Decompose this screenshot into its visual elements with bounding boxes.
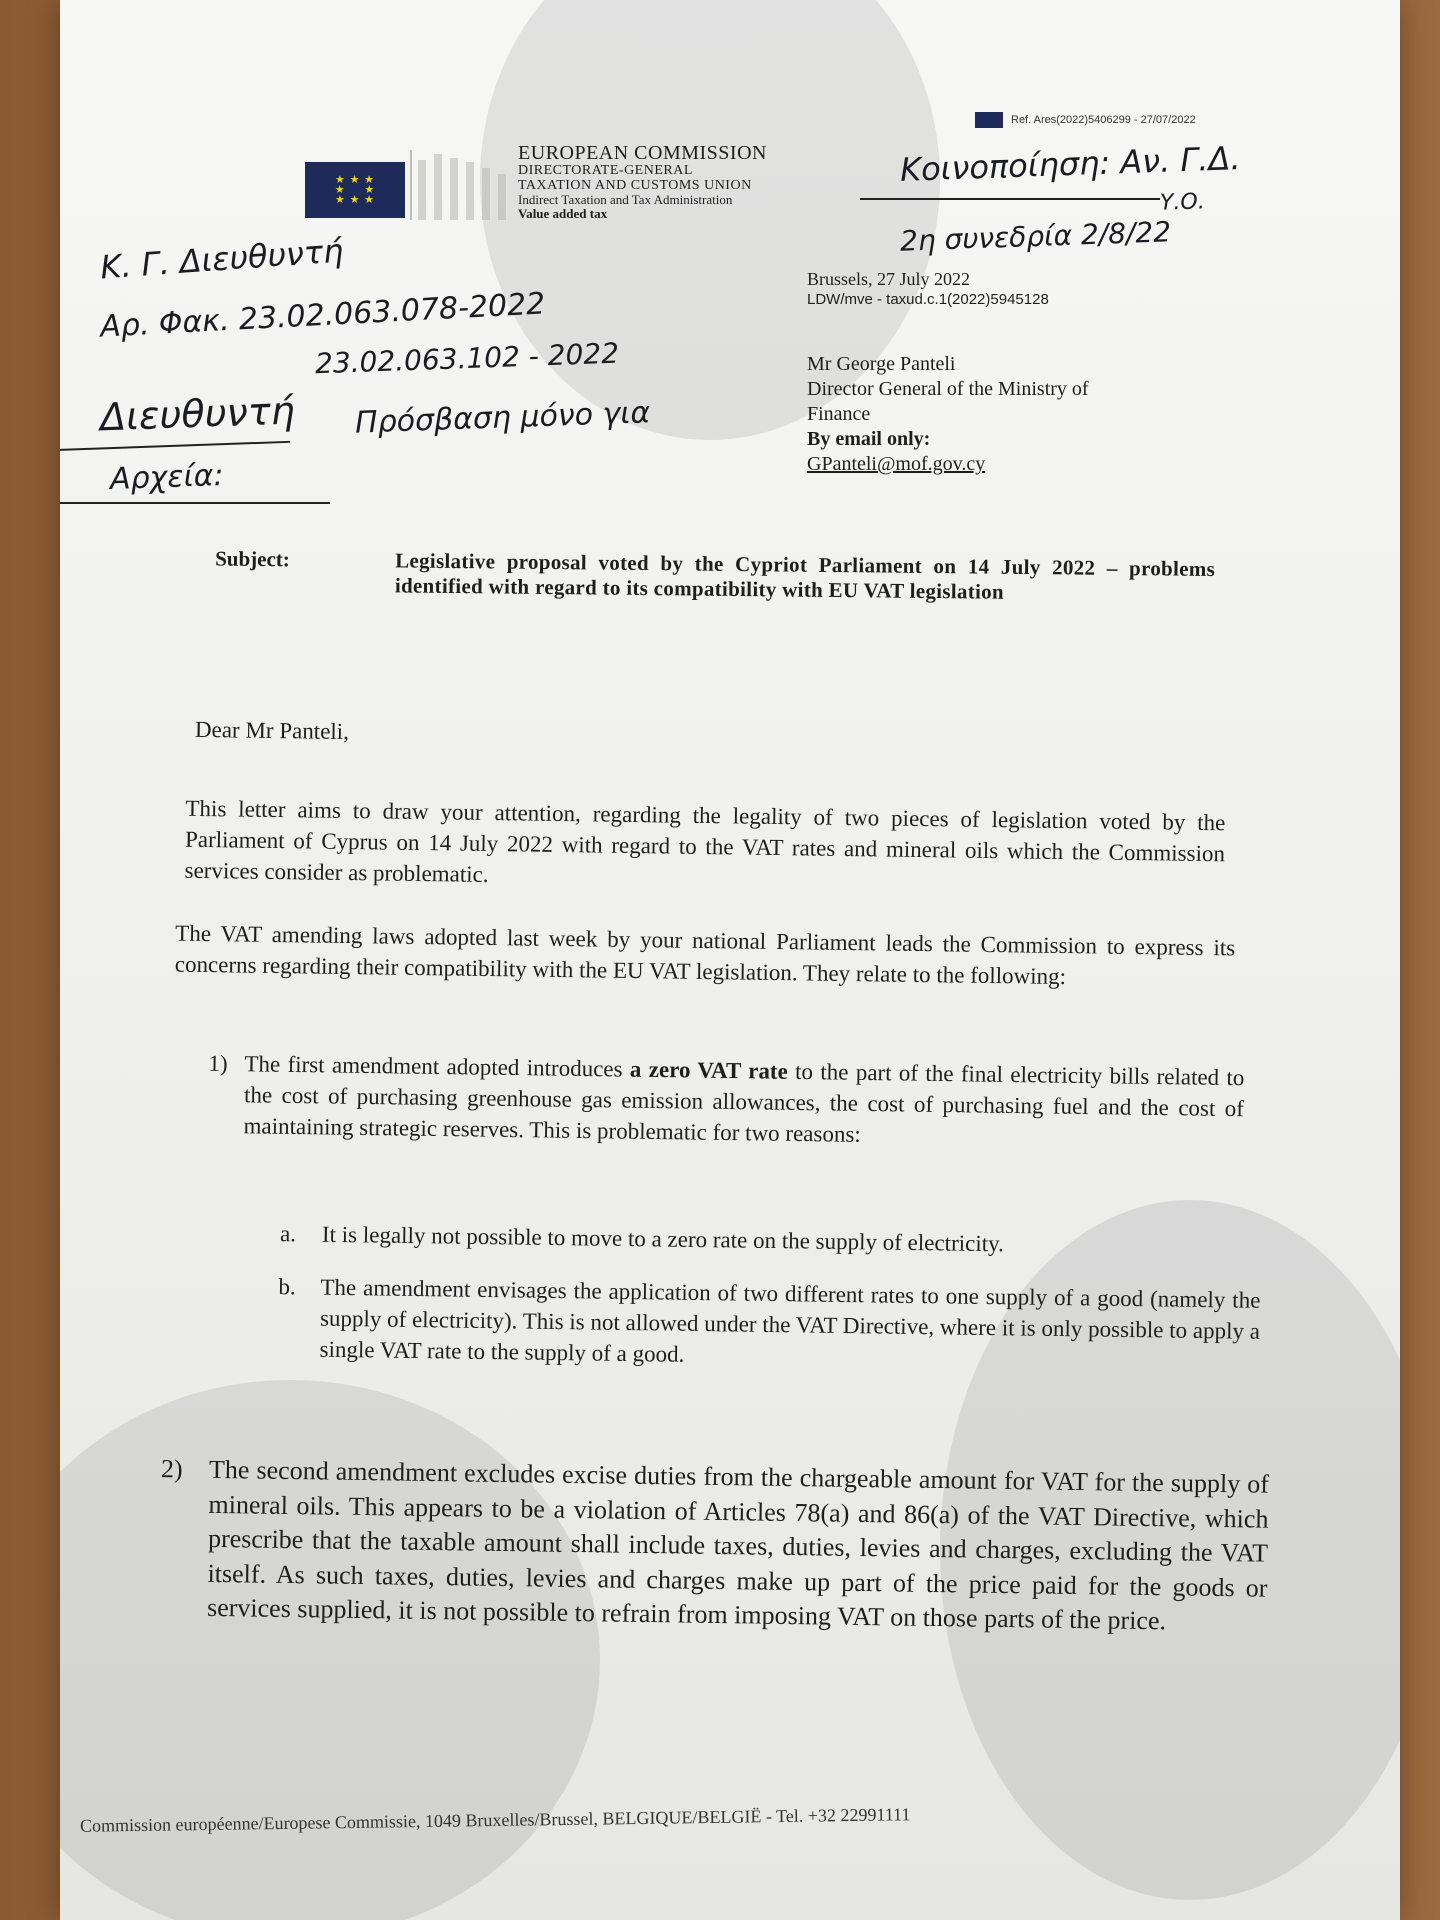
sub-list-item	[277, 1271, 1268, 1378]
letter-reference: LDW/mve - taxud.c.1(2022)5945128	[807, 290, 1049, 308]
recipient-email-link[interactable]: GPanteli@mof.gov.cy	[807, 453, 986, 475]
handwritten-note: 23.02.063.102 - 2022	[314, 336, 620, 381]
handwritten-note: Κοινοποίηση: Αν. Γ.Δ.	[899, 139, 1242, 189]
berlaymont-logo	[410, 150, 522, 220]
letterhead	[518, 143, 767, 221]
recipient-name: Mr George Panteli	[807, 353, 956, 375]
salutation: Dear Mr Panteli,	[194, 716, 350, 745]
ares-reference	[975, 112, 1196, 128]
handwritten-note: Κ. Γ. Διευθυντή	[98, 231, 345, 287]
list-item-text: The second amendment excludes excise duties from the chargeable amount for VAT for the supply of mineral oils. This appears to be a violation of Articles 78(a) and 86(a) of the VAT Directive, which prescribe that the taxable amount shall include taxes, duties, levies and charges, excluding the VAT itself. As such taxes, duties, levies and charges make up part of the price paid for the goods or services supplied, it is not possible to refrain from imposing VAT on those parts of the price.	[206, 1454, 1270, 1636]
paragraph-concerns: The VAT amending laws adopted last week by your national Parliament leads the Commission to express its concerns regarding their compatibility with the EU VAT legislation. They relate to the following:	[174, 920, 1236, 990]
directorate-name: Indirect Taxation and Tax Administration	[518, 192, 733, 208]
list-number: 2)	[160, 1454, 183, 1484]
sub-list-item	[280, 1218, 1260, 1263]
letter-page	[60, 0, 1400, 1920]
recipient-title: Director General of the Ministry of	[807, 378, 1089, 400]
dg-name: TAXATION AND CUSTOMS UNION	[518, 177, 752, 193]
handwritten-note: Διευθυντή	[99, 388, 296, 440]
list-item	[159, 1452, 1281, 1641]
list-number: 1)	[208, 1050, 228, 1077]
handwritten-note: Πρόσβαση μόνο για	[354, 395, 651, 441]
org-name: EUROPEAN COMMISSION	[518, 142, 767, 164]
handwritten-underline	[60, 441, 290, 451]
handwritten-underline	[860, 198, 1160, 200]
eu-flag-logo: ★ ★ ★ ★ ★ ★ ★ ★	[305, 162, 405, 218]
ares-reference-text: Ref. Ares(2022)5406299 - 27/07/2022	[1011, 114, 1196, 126]
handwritten-note: Υ.Ο.	[1159, 189, 1206, 216]
recipient-block	[807, 352, 1089, 477]
unit-name: Value added tax	[518, 206, 608, 222]
dg-line: DIRECTORATE-GENERAL	[518, 163, 693, 178]
recipient-title: Finance	[807, 403, 871, 425]
list-item-text: The first amendment adopted introduces a zero VAT rate to the part of the final electricity bills related to the cost of purchasing greenhouse gas emission allowances, the cost of purchasing fuel and the cost of maintaining strategic reserves. This is problematic for two reasons:	[243, 1051, 1245, 1147]
list-item	[207, 1048, 1248, 1156]
handwritten-underline	[60, 502, 330, 504]
sub-list-text: It is legally not possible to move to a zero rate on the supply of electricity.	[321, 1221, 1005, 1257]
subject-label: Subject:	[215, 546, 290, 572]
eu-flag-icon	[975, 112, 1003, 128]
delivery-method: By email only:	[807, 428, 931, 450]
handwritten-note: 2η συνεδρία 2/8/22	[899, 215, 1172, 258]
place-date: Brussels, 27 July 2022	[807, 269, 971, 289]
subject-line	[215, 547, 1265, 608]
sub-list-letter: b.	[278, 1274, 296, 1300]
handwritten-note: Αρχεία:	[109, 458, 225, 497]
sub-list-letter: a.	[279, 1221, 297, 1247]
sub-list-text: The amendment envisages the application of two different rates to one supply of a good (namely the supply of electricity). This is not allowed under the VAT Directive, where it is only possible to apply a single VAT rate to the supply of a good.	[319, 1274, 1261, 1367]
subject-text: Legislative proposal voted by the Cypriot Parliament on 14 July 2022 – problems identified with regard to its compatibility with EU VAT legislation	[394, 548, 1216, 604]
paragraph-intro: This letter aims to draw your attention, regarding the legality of two pieces of legislation voted by the Parliament of Cyprus on 14 July 2022 with regard to the VAT rates and mineral oils which the Commission services consider as problematic.	[184, 795, 1226, 888]
handwritten-note: Αρ. Φακ. 23.02.063.078-2022	[99, 286, 547, 345]
letter-footer: Commission européenne/Europese Commissie, 1049 Bruxelles/Brussel, BELGIQUE/BELGIË - Tel. +32 22991111	[79, 1804, 911, 1836]
place-date-block	[807, 268, 1049, 309]
